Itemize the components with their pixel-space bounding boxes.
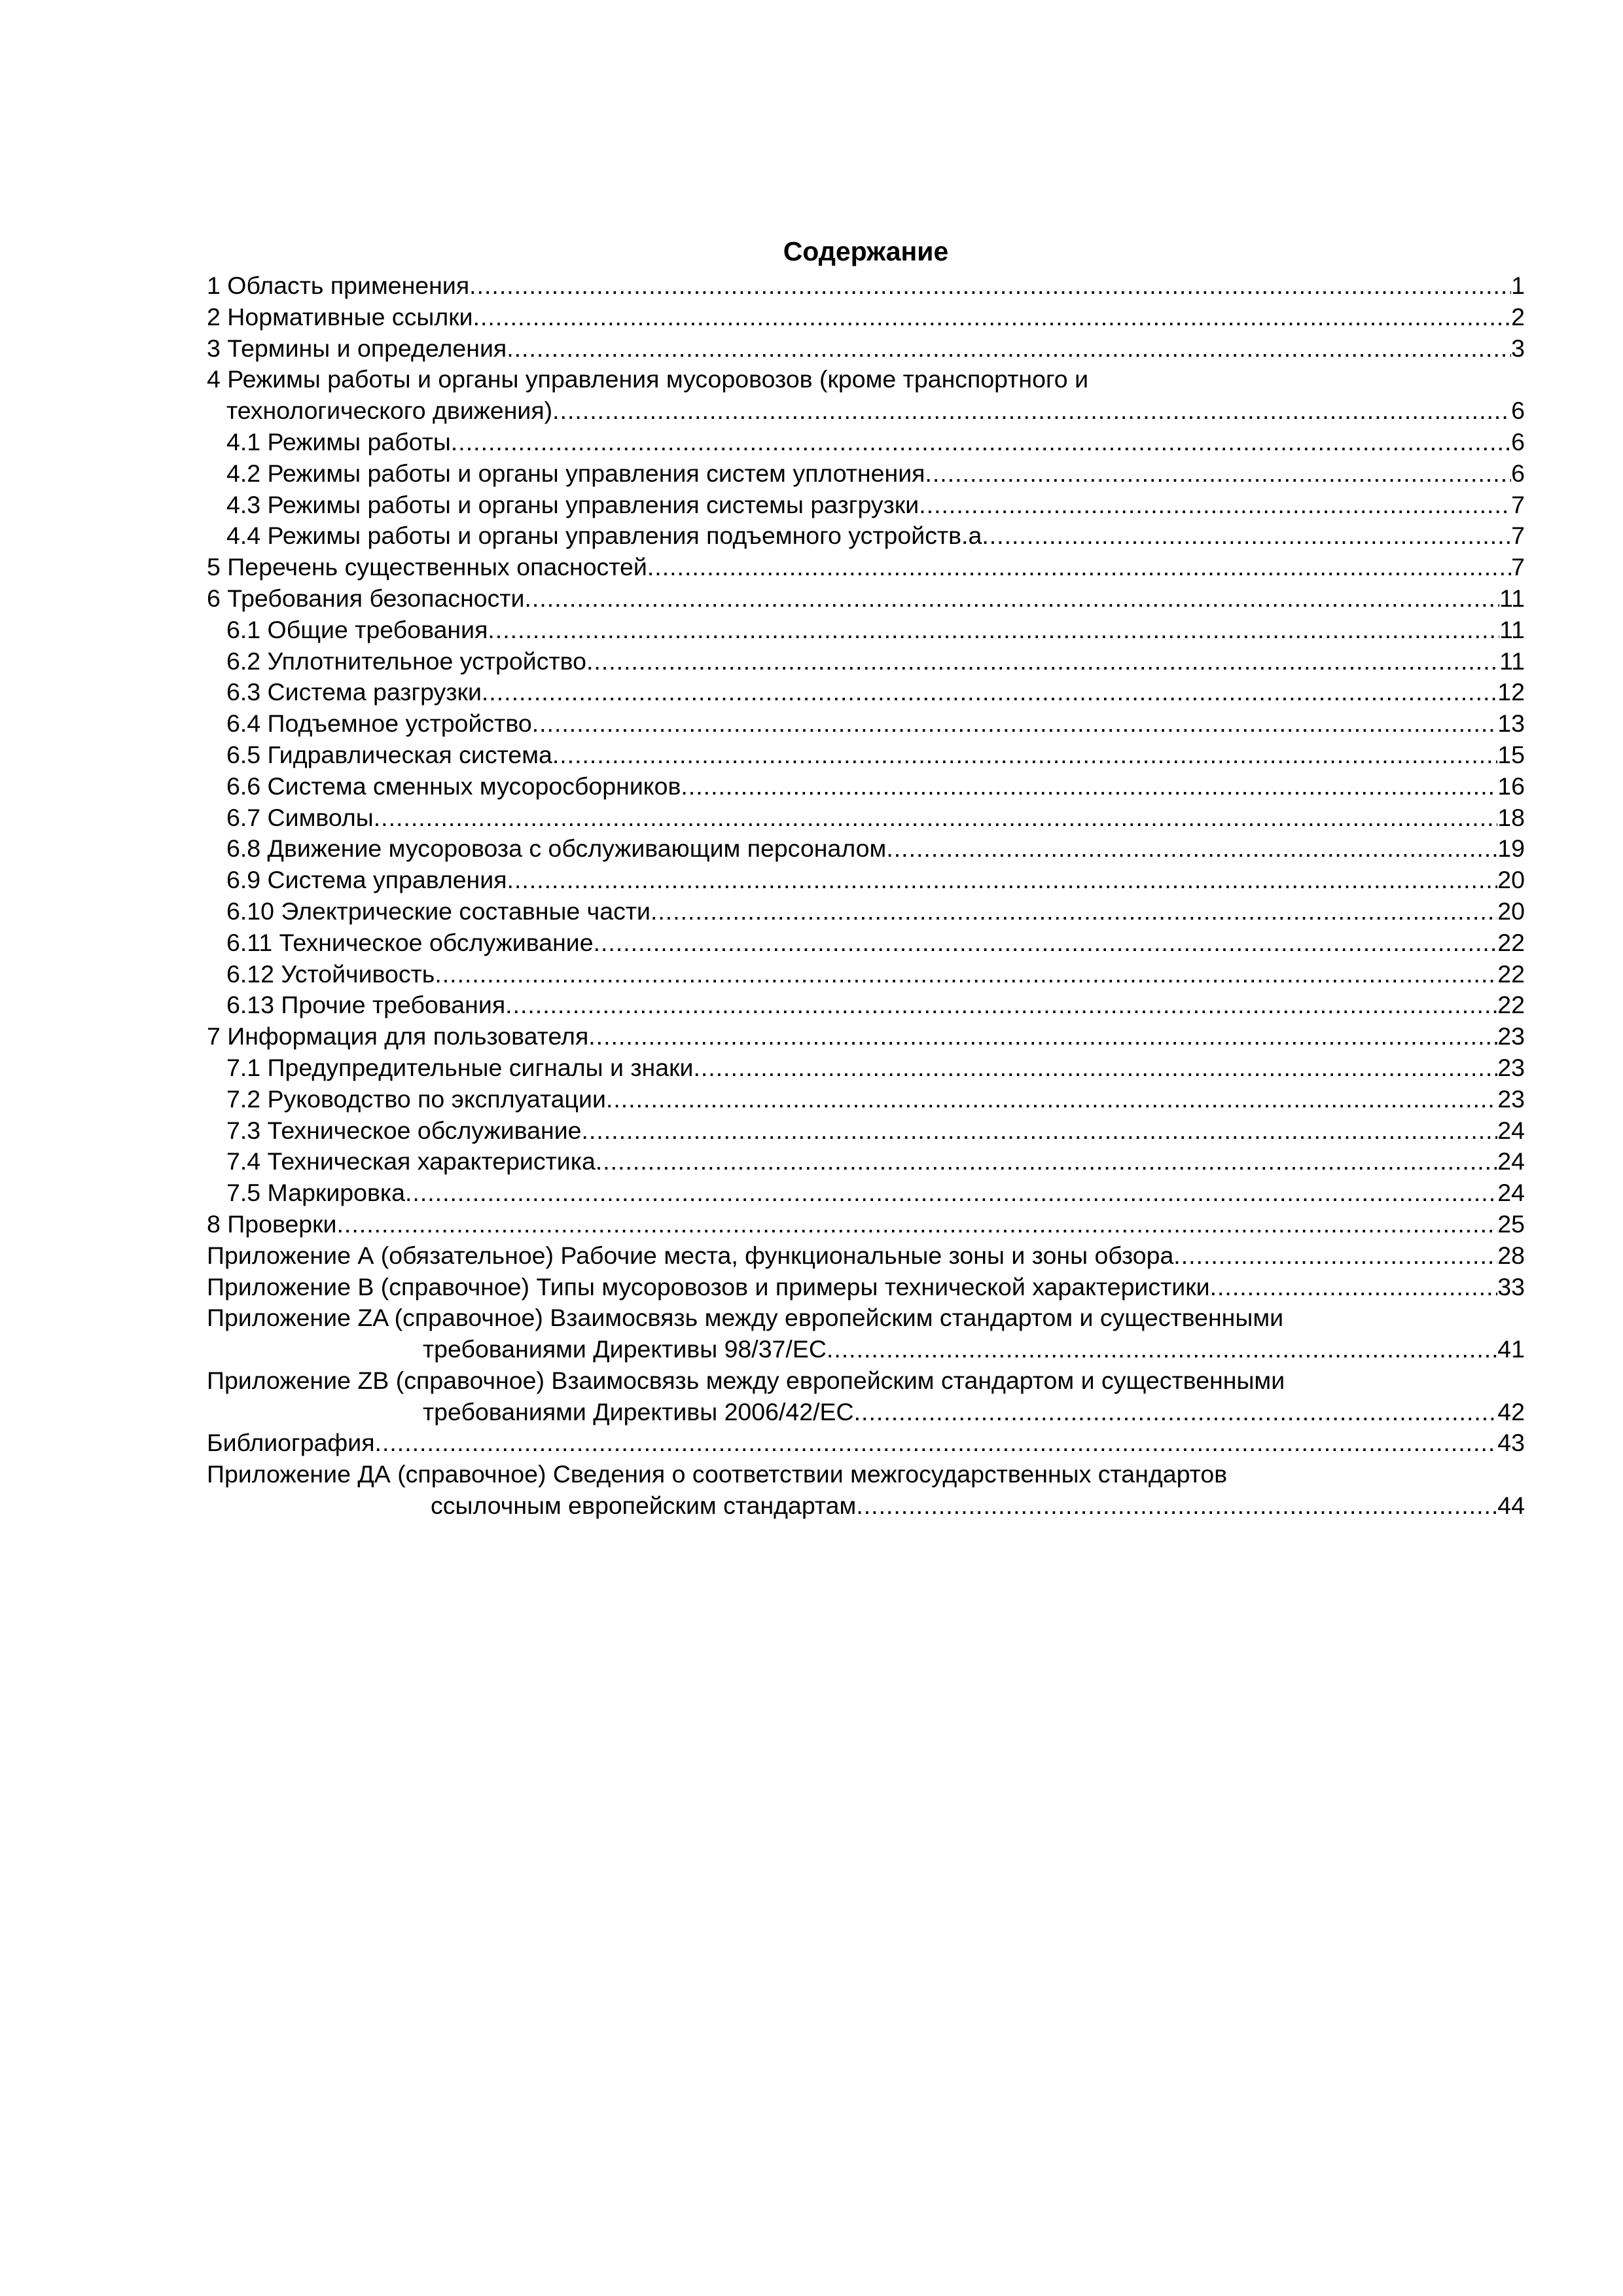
- dot-leader: [681, 771, 1497, 802]
- toc-entry-text: 7.3 Техническое обслуживание: [226, 1116, 582, 1144]
- toc-entry-page: 24: [1497, 1179, 1525, 1207]
- dot-leader: [374, 802, 1498, 834]
- dot-leader: [482, 677, 1497, 708]
- toc-entry-text: 6.1 Общие требования: [226, 615, 488, 643]
- toc-entry-text: 6.10 Электрические составные части: [226, 897, 651, 925]
- toc-entry-page: 7: [1511, 522, 1525, 550]
- toc-entry-page: 43: [1497, 1429, 1525, 1457]
- dot-leader: [606, 1084, 1497, 1115]
- toc-entry-page: 7: [1511, 490, 1525, 518]
- toc-entry-page: 1: [1511, 272, 1525, 299]
- toc-entry-first-line: Приложение ZB (справочное) Взаимосвязь между европейским стандартом и существенными: [207, 1366, 1285, 1394]
- toc-entry-page: 6: [1511, 427, 1525, 456]
- toc-entry-text: Библиография: [207, 1429, 375, 1457]
- dot-leader: [435, 959, 1497, 990]
- toc-entry-page: 18: [1497, 803, 1525, 831]
- toc-entry: [207, 1397, 1525, 1428]
- table-of-contents: [207, 232, 1525, 1522]
- toc-entry: [207, 740, 1525, 771]
- toc-entry-text: 6.11 Техническое обслуживание: [226, 928, 594, 956]
- toc-entry: [207, 395, 1525, 427]
- toc-entry-page: 6: [1511, 397, 1525, 425]
- toc-entry-first-line: Приложение ДА (справочное) Сведения о соответствии межгосударственных стандартов: [207, 1460, 1228, 1488]
- dot-leader: [919, 490, 1511, 521]
- toc-entry-page: 13: [1497, 709, 1525, 738]
- dot-leader: [505, 990, 1497, 1021]
- dot-leader: [693, 1052, 1497, 1084]
- toc-entry-text: 7.4 Техническая характеристика: [226, 1147, 596, 1175]
- toc-entry: [207, 959, 1525, 990]
- toc-entry: [207, 552, 1525, 583]
- dot-leader: [488, 615, 1499, 646]
- toc-entry-text: ссылочным европейским стандартам: [431, 1492, 857, 1520]
- dot-leader: [525, 583, 1500, 615]
- toc-entry: [207, 896, 1525, 927]
- dot-leader: [552, 395, 1511, 427]
- toc-entry: [207, 427, 1525, 458]
- toc-entry: [207, 458, 1525, 490]
- toc-entry-text: Приложение А (обязательное) Рабочие места, функциональные зоны и зоны обзора: [207, 1241, 1174, 1269]
- toc-entry-text: 4.1 Режимы работы: [226, 427, 451, 456]
- toc-entry-page: 22: [1497, 928, 1525, 956]
- toc-entry-page: 2: [1511, 302, 1525, 331]
- toc-entry-page: 19: [1497, 834, 1525, 863]
- toc-entry-first-line: 4 Режимы работы и органы управления мусоровозов (кроме транспортного и: [207, 365, 1089, 393]
- toc-entry: [207, 1272, 1525, 1303]
- toc-entry-page: 22: [1497, 960, 1525, 988]
- toc-entry-text: 6.13 Прочие требования: [226, 991, 506, 1019]
- toc-entry-text: 6 Требования безопасности: [207, 584, 525, 612]
- toc-entry-text: 6.2 Уплотнительное устройство: [226, 647, 586, 675]
- dot-leader: [375, 1427, 1498, 1459]
- toc-entry: [207, 1209, 1525, 1240]
- toc-entry: [207, 1084, 1525, 1115]
- toc-entry-page: 24: [1497, 1147, 1525, 1175]
- dot-leader: [532, 708, 1498, 740]
- dot-leader: [582, 1115, 1498, 1147]
- dot-leader: [1210, 1272, 1498, 1303]
- toc-entry-text: 1 Область применения: [207, 272, 470, 299]
- toc-entry-text: 5 Перечень существенных опасностей: [207, 553, 647, 581]
- dot-leader: [552, 740, 1497, 771]
- toc-entry: [207, 1240, 1525, 1272]
- toc-entry-text: 3 Термины и определения: [207, 334, 507, 362]
- toc-entry: [207, 1115, 1525, 1147]
- toc-entry-text: 7.2 Руководство по эксплуатации: [226, 1085, 606, 1113]
- toc-entry-page: 33: [1497, 1272, 1525, 1300]
- toc-entry-first-line: Приложение ZA (справочное) Взаимосвязь между европейским стандартом и существенными: [207, 1304, 1284, 1332]
- toc-entry-page: 23: [1497, 1085, 1525, 1113]
- toc-entry: [207, 1490, 1525, 1522]
- toc-entry-text: 6.8 Движение мусоровоза с обслуживающим персоналом: [226, 834, 887, 863]
- toc-entry-text: требованиями Директивы 98/37/ЕС: [423, 1335, 827, 1363]
- toc-title: Содержание: [783, 236, 949, 266]
- toc-entry-page: 12: [1497, 678, 1525, 706]
- toc-entry: [207, 270, 1525, 302]
- toc-entry-text: 6.12 Устойчивость: [226, 960, 435, 988]
- toc-entry-page: 28: [1497, 1241, 1525, 1269]
- toc-entry-text: 2 Нормативные ссылки: [207, 302, 473, 331]
- toc-entry-page: 22: [1497, 991, 1525, 1019]
- toc-title-container: [207, 232, 1525, 270]
- dot-leader: [925, 458, 1511, 490]
- toc-entry: [207, 1146, 1525, 1177]
- dot-leader: [982, 520, 1511, 552]
- toc-entry-text: Приложение В (справочное) Типы мусоровозов и примеры технической характеристики: [207, 1272, 1210, 1300]
- toc-entry-text: технологического движения): [226, 397, 553, 425]
- toc-entry-page: 42: [1497, 1397, 1525, 1426]
- toc-entry-text: 6.9 Система управления: [226, 866, 507, 894]
- toc-entry-page: 41: [1497, 1335, 1525, 1363]
- dot-leader: [405, 1177, 1497, 1209]
- toc-entry: [207, 833, 1525, 865]
- toc-entry: [207, 1052, 1525, 1084]
- toc-entry: [207, 1334, 1525, 1365]
- toc-entry-text: 7 Информация для пользователя: [207, 1022, 589, 1050]
- dot-leader: [451, 427, 1511, 458]
- toc-entry: [207, 1177, 1525, 1209]
- toc-entry-page: 7: [1511, 553, 1525, 581]
- toc-entry: [207, 771, 1525, 802]
- toc-entry-page: 15: [1497, 740, 1525, 768]
- toc-entry-page: 3: [1511, 334, 1525, 362]
- toc-entry-page: 23: [1497, 1022, 1525, 1050]
- dot-leader: [469, 270, 1511, 302]
- dot-leader: [507, 865, 1498, 896]
- dot-leader: [1173, 1240, 1497, 1272]
- toc-entry-text: 6.7 Символы: [226, 803, 374, 831]
- dot-leader: [651, 896, 1497, 927]
- dot-leader: [473, 302, 1512, 333]
- toc-entry: [207, 520, 1525, 552]
- dot-leader: [856, 1490, 1497, 1522]
- dot-leader: [827, 1334, 1497, 1365]
- toc-entry-text: 4.4 Режимы работы и органы управления подъемного устройств.а: [226, 522, 982, 550]
- toc-entry: [207, 302, 1525, 333]
- toc-entry-page: 20: [1497, 866, 1525, 894]
- toc-entry-page: 11: [1499, 584, 1525, 612]
- toc-entry: [207, 927, 1525, 959]
- toc-entry-page: 11: [1499, 647, 1525, 675]
- toc-entry-page: 25: [1497, 1210, 1525, 1238]
- toc-entry-text: 6.6 Система сменных мусоросборников: [226, 772, 681, 800]
- toc-entry: [207, 1427, 1525, 1459]
- toc-entry-text: требованиями Директивы 2006/42/ЕС: [423, 1397, 854, 1426]
- dot-leader: [594, 927, 1498, 959]
- dot-leader: [586, 646, 1499, 677]
- dot-leader: [886, 833, 1497, 865]
- toc-entry: [207, 865, 1525, 896]
- toc-entry-text: 7.5 Маркировка: [226, 1179, 405, 1207]
- toc-entry-page: 23: [1497, 1053, 1525, 1081]
- dot-leader: [588, 1021, 1497, 1052]
- toc-entry-text: 8 Проверки: [207, 1210, 337, 1238]
- toc-entry: [207, 677, 1525, 708]
- toc-entry-text: 6.4 Подъемное устройство: [226, 709, 532, 738]
- dot-leader: [507, 333, 1511, 365]
- toc-entry-page: 24: [1497, 1116, 1525, 1144]
- dot-leader: [647, 552, 1511, 583]
- toc-entry-page: 16: [1497, 772, 1525, 800]
- toc-entry-text: 6.3 Система разгрузки: [226, 678, 482, 706]
- toc-entry-text: 4.3 Режимы работы и органы управления системы разгрузки: [226, 490, 919, 518]
- toc-entry: [207, 802, 1525, 834]
- toc-entry: [207, 1021, 1525, 1052]
- dot-leader: [596, 1146, 1497, 1177]
- toc-entry: [207, 990, 1525, 1021]
- toc-entry: [207, 615, 1525, 646]
- dot-leader: [337, 1209, 1498, 1240]
- toc-entry: [207, 646, 1525, 677]
- toc-entry-page: 20: [1497, 897, 1525, 925]
- toc-entry: [207, 708, 1525, 740]
- toc-entry-page: 6: [1511, 459, 1525, 487]
- toc-entry: [207, 583, 1525, 615]
- toc-entry-page: 11: [1499, 615, 1525, 643]
- toc-entry-text: 6.5 Гидравлическая система: [226, 740, 552, 768]
- toc-entry-text: 4.2 Режимы работы и органы управления систем уплотнения: [226, 459, 925, 487]
- toc-entry: [207, 490, 1525, 521]
- toc-entry: [207, 333, 1525, 365]
- toc-entry-text: 7.1 Предупредительные сигналы и знаки: [226, 1053, 694, 1081]
- toc-entry-page: 44: [1497, 1492, 1525, 1520]
- dot-leader: [854, 1397, 1498, 1428]
